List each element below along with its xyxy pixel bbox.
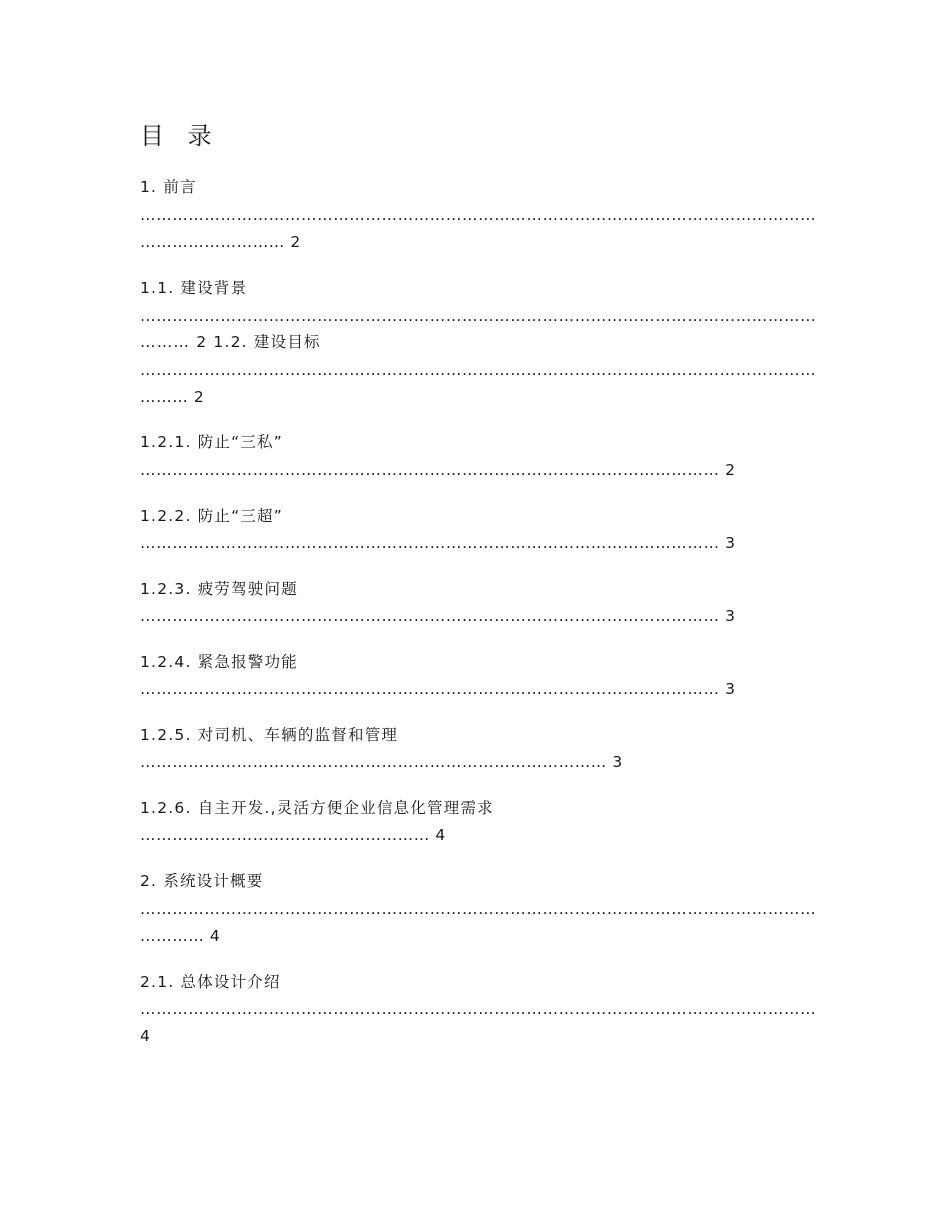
toc-entry-heading: 1.2.3. 疲劳驾驶问题 bbox=[140, 580, 298, 598]
toc-page-line: ……… 2 1.2. 建设目标 bbox=[140, 333, 321, 351]
toc-leader-line: ……………………………………………………………………………………………………………… bbox=[140, 361, 817, 379]
toc-entry-heading: 1. 前言 bbox=[140, 178, 197, 196]
toc-title: 目 录 bbox=[140, 122, 220, 150]
toc-leader-line: ……………………………………………………………………………………………… 3 bbox=[140, 607, 736, 625]
toc-entry-heading: 1.2.5. 对司机、车辆的监督和管理 bbox=[140, 726, 399, 744]
toc-leader-line: ……………………………………………………………………………………………………………… bbox=[140, 1000, 817, 1018]
toc-leader-line: ……………………………………………………………………………………………………………… bbox=[140, 900, 817, 918]
toc-entry-heading: 1.2.4. 紧急报警功能 bbox=[140, 653, 298, 671]
toc-leader-line: …………………………………………………………………………… 3 bbox=[140, 753, 623, 771]
toc-entry-heading: 1.2.2. 防止“三超” bbox=[140, 507, 283, 525]
toc-leader-line: ……………………………………………………………………………………………… 3 bbox=[140, 680, 736, 698]
toc-page-line: ……………………… 2 bbox=[140, 233, 301, 251]
toc-entry-heading: 2. 系统设计概要 bbox=[140, 872, 264, 890]
toc-page-line: ………… 4 bbox=[140, 927, 221, 945]
toc-entry-heading: 1.2.1. 防止“三私” bbox=[140, 433, 283, 451]
toc-page-line: ……… 2 bbox=[140, 388, 205, 406]
toc-leader-line: ……………………………………………………………………………………………… 3 bbox=[140, 534, 736, 552]
toc-entry-heading: 2.1. 总体设计介绍 bbox=[140, 973, 281, 991]
toc-leader-line: ……………………………………………………………………………………………………………… bbox=[140, 307, 817, 325]
toc-leader-line: ……………………………………………………………………………………………… 2 bbox=[140, 461, 736, 479]
toc-entry-heading: 1.2.6. 自主开发.,灵活方便企业信息化管理需求 bbox=[140, 799, 494, 817]
toc-leader-line: ……………………………………………………………………………………………………………… bbox=[140, 206, 817, 224]
toc-page-line: 4 bbox=[140, 1027, 150, 1045]
toc-entry-heading: 1.1. 建设背景 bbox=[140, 279, 248, 297]
toc-leader-line: ……………………………………………… 4 bbox=[140, 826, 446, 844]
